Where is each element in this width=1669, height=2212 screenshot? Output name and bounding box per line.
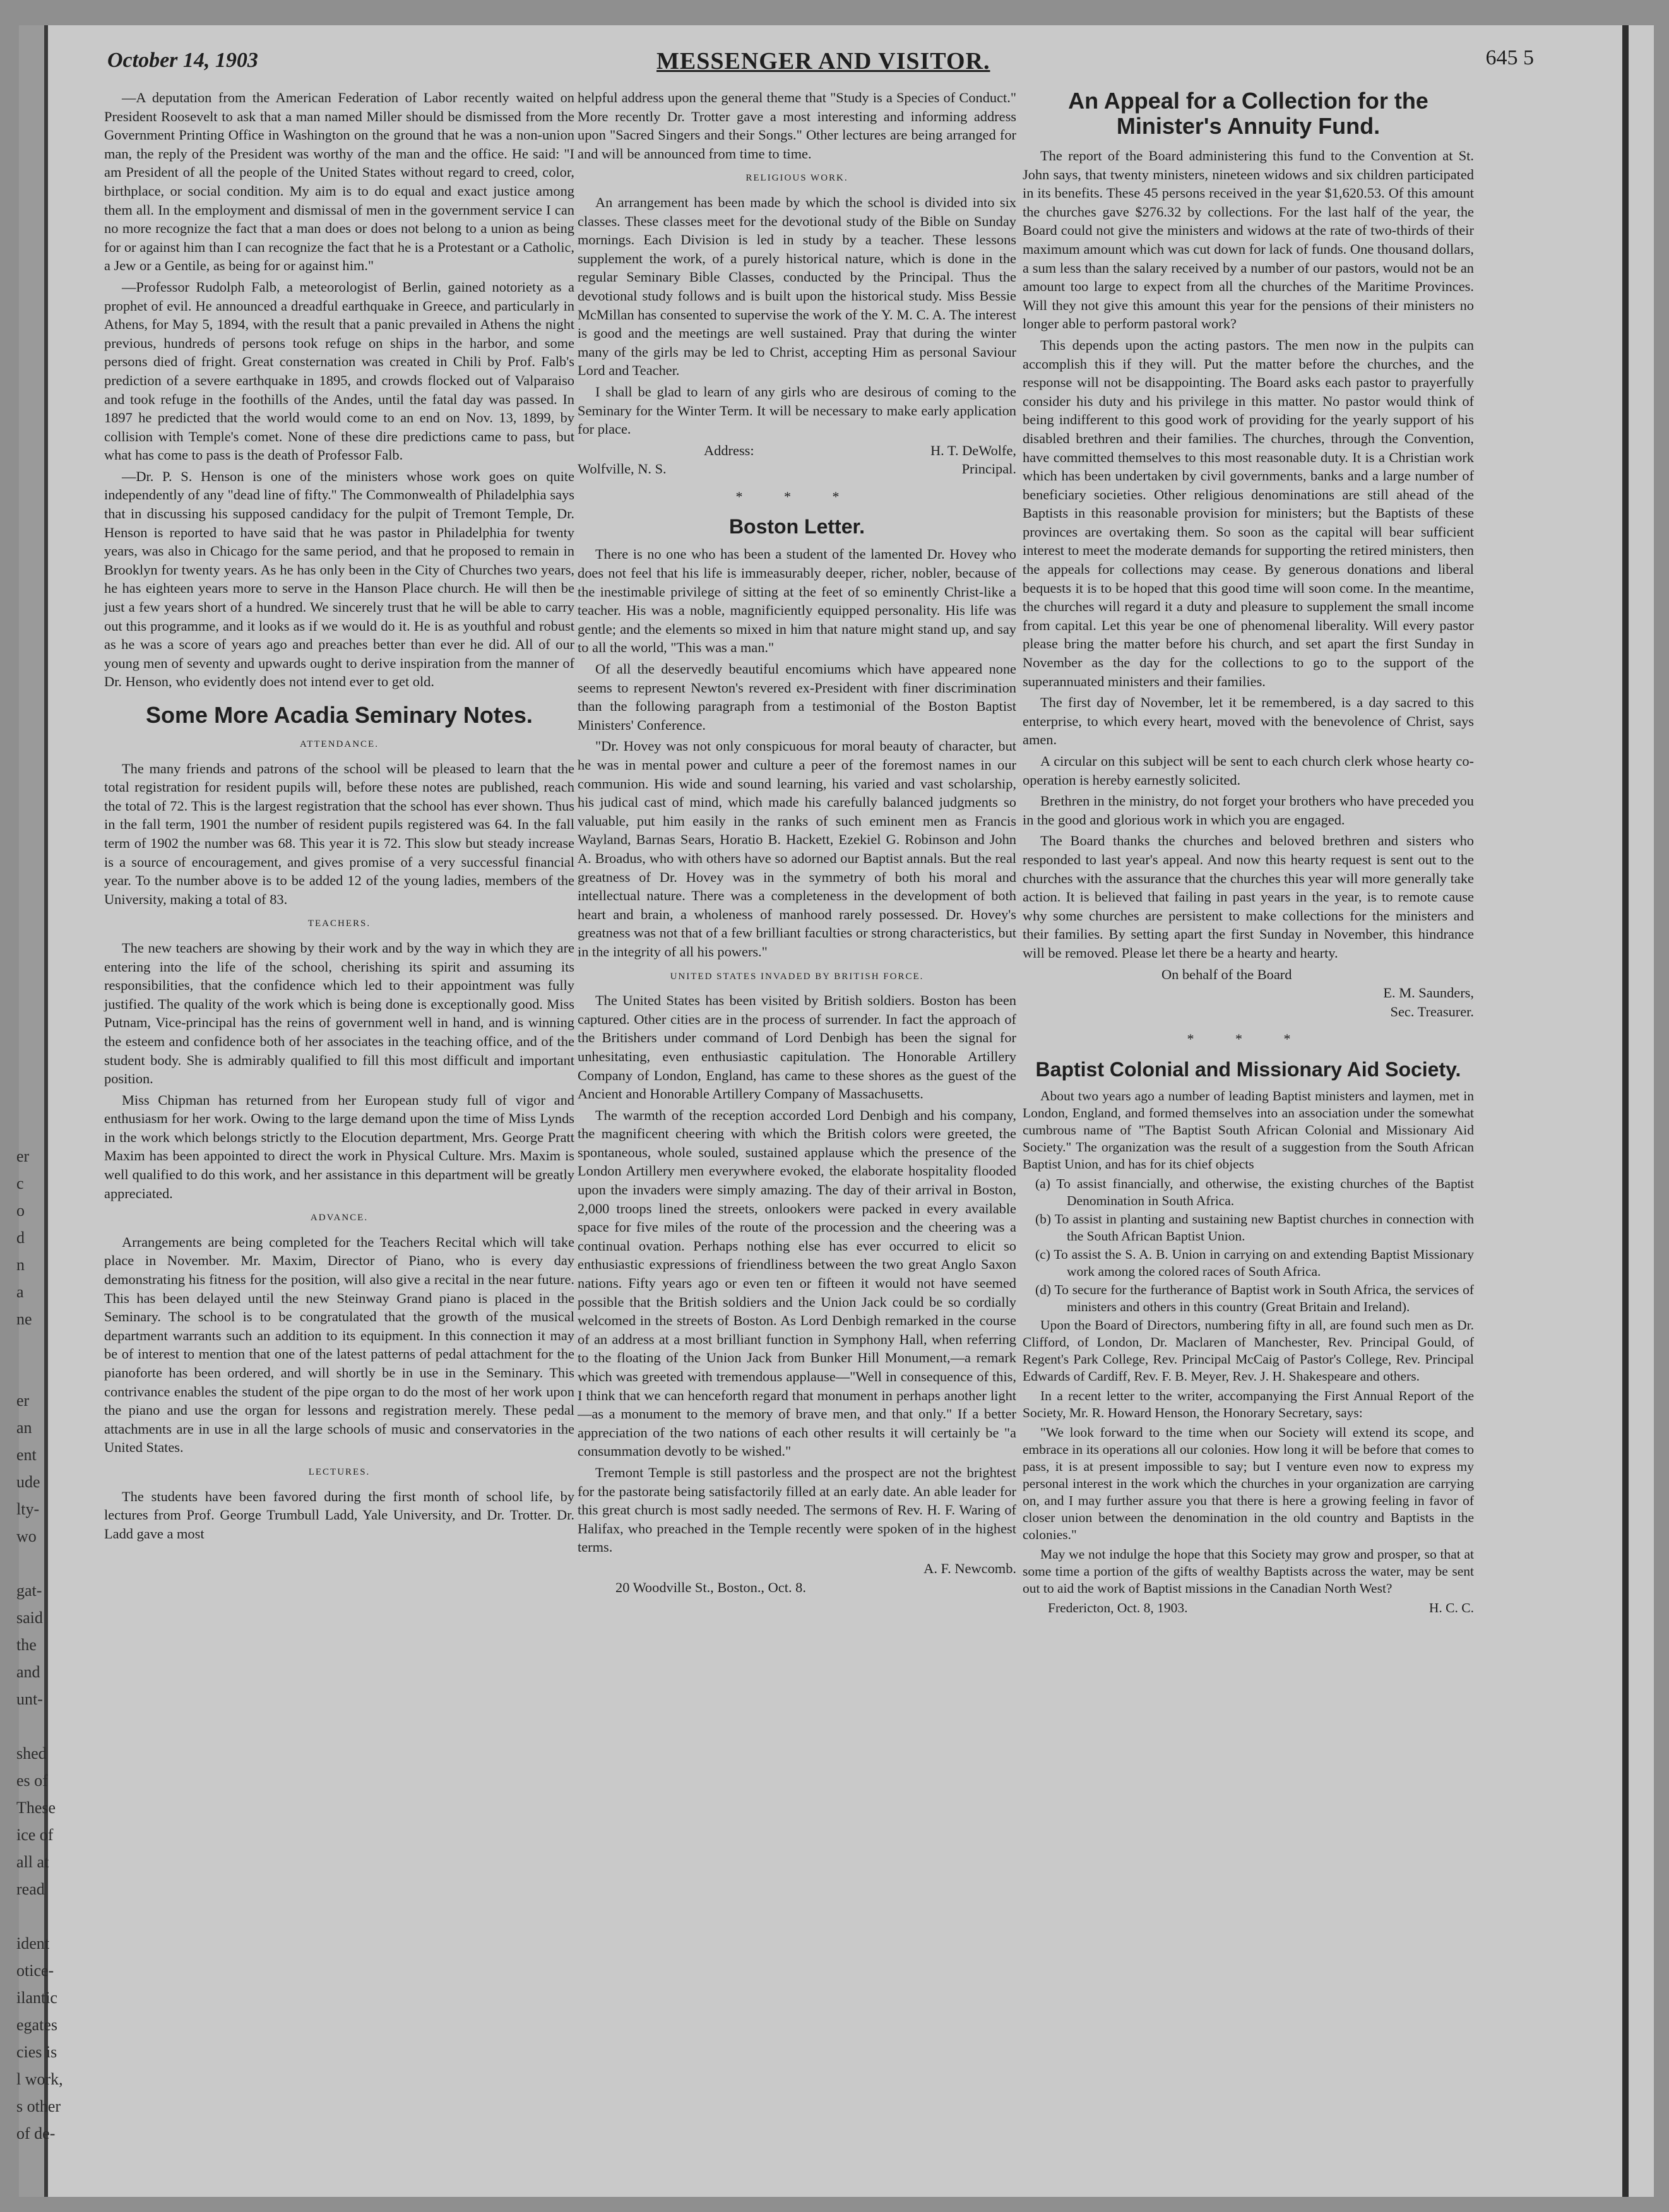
edge-fragment: es of [16, 1771, 48, 1790]
article-heading: An Appeal for a Collection for the Minister's Annuity Fund. [1068, 88, 1428, 139]
signature-line [578, 1559, 1016, 1578]
issue-date: October 14, 1903 [107, 49, 258, 72]
signature-initials: H. C. C. [1428, 1600, 1474, 1615]
signature-place: 20 Woodville St., Boston., Oct. 8. [615, 1579, 806, 1595]
edge-fragment [16, 1903, 61, 1930]
quoted-paragraph: "Dr. Hovey was not only conspicuous for moral beauty of character, but he was in mental power and culture a peer of the foremost names in our communion. His wide and sound learning, his varied and vast scholarship, his judical cast of mind, which made his carefully balanced judgments so valuable, put him easily in the ranks of such eminent men as Francis Wayland, Barnas Sears, Horatio B. Hackett, Ezekiel G. Robinson and John A. Broadus, who with others have so adorned our Baptist annals. But the real greatness of Dr. Hovey was in the symmetry of both his moral and intellectual nature. There was a completeness in the development of both heart and brain, a wholeness of manhood rarely possessed. Dr. Hovey's greatness was not that of a few brilliant faculties or strong characteristics, but in the integrity of all his powers." [578, 738, 1016, 960]
section-divider: * * * [1187, 1031, 1310, 1047]
list-item: (b) To assist in planting and sustaining new Baptist churches in connection with the South African Baptist Union. [1035, 1211, 1474, 1244]
edge-fragment: unt- [16, 1690, 43, 1708]
edge-fragment: er [16, 1391, 30, 1410]
edge-fragment [16, 1333, 61, 1360]
edge-fragment: ent [16, 1446, 37, 1464]
edge-fragment [16, 1713, 61, 1740]
edge-fragment: read [16, 1880, 45, 1898]
article-paragraph: —Professor Rudolph Falb, a meteorologist of Berlin, gained notoriety as a prophet of evil. He announced a dreadful earthquake in Greece, and particularly in Athens, for May 5, 1894, with the result that a panic prevailed in Athens the night previous, hundreds of persons took refuge on ships in the harbor, and some persons died of fright. Great consternation was created in Chili by Prof. Falb's prediction of a severe earthquake in 1895, and crowds flocked out of Valparaiso and took refuge in the foothills of the Andes, until the fatal day was passed. In 1897 he predicted that the world would come to an end on Nov. 13, 1899, by collision with Temple's comet. None of these dire predictions came to pass, but what has come to pass is the death of Professor Falb. [104, 278, 574, 463]
edge-fragment: egates [16, 2016, 57, 2034]
edge-fragment: ude [16, 1473, 40, 1491]
article-paragraph: I shall be glad to learn of any girls who are desirous of coming to the Seminary for the Winter Term. It will be necessary to make early application for place. [578, 383, 1016, 437]
column-2 [578, 88, 1016, 1597]
article-paragraph: A circular on this subject will be sent to each church clerk whose hearty co-operation is hereby earnestly solicited. [1023, 753, 1474, 788]
article-paragraph: The United States has been visited by British soldiers. Boston has been captured. Other cities are in the process of surrender. In fact the approach of the Britishers under command of Lord Denbigh has been the signal for unhesitating, even enthusiastic capitulation. The Honorable Artillery Company of London, England, has came to these shores as the guest of the Ancient and Honorable Artillery Company of Massachusetts. [578, 992, 1016, 1102]
edge-fragment: These [16, 1799, 56, 1817]
article-paragraph: —A deputation from the American Federation of Labor recently waited on President Roosevelt to ask that a man named Miller should be dismissed from the Government Printing Office in Washington on the ground that he was a non-union man, the reply of the President was worthy of the man and the office. He said: "I am President of all the people of the United States without regard to creed, color, birthplace, or social condition. My aim is to do equal and exact justice among them all. In the employment and dismissal of men in the government service I can no more recognize the fact that a man does or does not belong to a union as being for or against him than I can recognize the fact that he is a Protestant or a Catholic, a Jew or a Gentile, as being for or against him." [104, 90, 574, 274]
article-paragraph: Brethren in the ministry, do not forget your brothers who have preceded you in the good and glorious work in which you are engaged. [1023, 793, 1474, 828]
signature-line [578, 1578, 1016, 1597]
article-paragraph: The report of the Board administering this fund to the Convention at St. John says, that twenty ministers, nineteen widows and six children participated in its benefits. These 45 persons received in the year $1,620.53. Of this amount the churches gave $276.32 by collections. For the last half of the year, the Board could not give the ministers and widows at the rate of two-thirds of their maximum amount which was cut down for lack of funds. One thousand dollars, a sum less than the salary received by a number of our pastors, would not be an amount too large to expect from all the churches of the Maritime Provinces. Will they not give this amount this year for the pensions of their ministers no longer able to perform pastoral work? [1023, 148, 1474, 332]
article-paragraph: Of all the deservedly beautiful encomiums which have appeared none seems to represent Newton's revered ex-President with finer discrimination than the following paragraph from a testimonial of the Boston Baptist Ministers' Conference. [578, 661, 1016, 733]
edge-fragment: and [16, 1663, 40, 1681]
edge-fragment: said [16, 1608, 43, 1627]
signature-place: Fredericton, Oct. 8, 1903. [1048, 1600, 1188, 1615]
edge-fragment: er [16, 1147, 30, 1165]
edge-fragment: l work, [16, 2070, 63, 2088]
section-subheading: RELIGIOUS WORK. [745, 173, 848, 184]
objects-list [1035, 1175, 1474, 1316]
section-subheading: ADVANCE. [310, 1213, 369, 1223]
list-item: (d) To secure for the furtherance of Baptist work in South Africa, the services of ministers and others in this country (Great Britain and Ireland). [1035, 1281, 1474, 1314]
article-paragraph: Miss Chipman has returned from her European study full of vigor and enthusiasm for her work. Owing to the large demand upon the time of Miss Lynds in the work which belongs strictly to the Elocution department, Mrs. George Pratt Maxim has been appointed to direct the work in Physical Culture. Mrs. Maxim is well qualified to do this work, and her assistance in this department will be greatly appreciated. [104, 1091, 574, 1201]
section-subheading: LECTURES. [308, 1466, 371, 1477]
article-paragraph: The warmth of the reception accorded Lord Denbigh and his company, the magnificent cheering with which the British colors were greeted, the spontaneous, whole souled, sustained applause which the presence of the London Artillery men everywhere evoked, the elaborate hospitality flooded upon the invaders were simply amazing. The day of their arrival in Boston, 2,000 troops lined the streets, onlookers were packed in every available space for five miles of the route of the procession and the cheering was a continual ovation. Perhaps nothing else has ever occurred to elicit so enthusiastic expressions of friendliness between the two great Anglo Saxon nations. Fifty years ago or even ten or fifteen it would not have seemed possible that the British soldiers and the Union Jack could be so cordially welcomed in the streets of Boston. As Lord Denbigh remarked in the course of an address at a most brilliant function in Symphony Hall, when referring to the floating of the Union Jack from Bunker Hill Monument,—a remark which was greeted with tremendous applause—"Well in consequence of this, I think that we can henceforth regard that monument in perhaps another light—as a monument to the memory of brave men, and that only." If a better appreciation of the two nations of each other results it will certainly be "a consummation devotly to be wished." [578, 1107, 1016, 1460]
article-paragraph: The Board thanks the churches and beloved brethren and sisters who responded to last year's appeal. And now this hearty request is sent out to the churches with the assurance that the churches this year will more generally take action. It is believed that failing in past years in the year, is to remote cause why some churches are persistent to make collections for the ministers and their families. By setting apart the first Sunday in November, this hindrance will be removed. Please let there be a hearty and hearty. [1023, 833, 1474, 961]
article-paragraph: An arrangement has been made by which the school is divided into six classes. These classes meet for the devotional study of the Bible on Sunday mornings. Each Division is led in study by a teacher. These lessons supplement the work, of a purely historical nature, which is done in the regular Seminary Bible Classes, conducted by the Principal. Thus the devotional study follows and is built upon the historical study. Miss Bessie McMillan has consented to supervise the work of the Y. M. C. A. The interest is good and the meetings are well sustained. Pray that during the winter many of the girls may be led to Christ, accepting Him as personal Saviour Lord and Teacher. [578, 194, 1016, 379]
signature-name: A. F. Newcomb. [924, 1560, 1016, 1576]
column-3 [1023, 88, 1474, 1617]
column-1 [104, 88, 574, 1545]
edge-fragment: d [16, 1228, 25, 1247]
signature-line [578, 441, 1016, 460]
edge-fragment: the [16, 1636, 37, 1654]
article-paragraph: The many friends and patrons of the school will be pleased to learn that the total registration for resident pupils will, before these notes are published, reach the total of 72. This is the largest registration that the school has ever shown. Thus in the fall term, 1901 the number of resident pupils registered was 64. In the fall term of 1902 the number was 68. This year it is 72. This slow but steady increase is a source of encouragement, and gives promise of a very successful financial year. To the number above is to be added 12 of the young ladies, members of the University, making a total of 83. [104, 760, 574, 907]
article-paragraph: This depends upon the acting pastors. The men now in the pulpits can accomplish this if they will. Put the matter before the churches, and the response will not be disappointing. The Board asks each pastor to prayerfully consider his duty and his privilege in this matter. No pastor would think of being indifferent to this good work of providing for the yearly support of his disabled brethren and their families. The churches, through the Convention, have committed themselves to this most reasonable duty. It is a Christian work which has been undertaken by civil governments, banks and a large number of beneficiary societies. Other religious denominations are still ahead of the Baptists in this reasonable provision for ministers; but the Baptists of these provinces are overtaking them. So soon as the capital will bear sufficient interest to meet the moderate demands for supporting the retired ministers, then the appeals for collections may cease. By generous donations and liberal bequests it is to be hoped that this good time will soon come. In the meantime, the churches will regard it a duty and pleasure to supplement the small income from capital. Let this year be one of phenomenal liberality. Will every pastor please bring the matter before his church, and set apart the first Sunday in November as the day for the collections to go to the support of the superannuated ministers and their families. [1023, 336, 1474, 689]
signature-title: Sec. Treasurer. [1390, 1003, 1474, 1020]
quoted-paragraph: "We look forward to the time when our Society will extend its scope, and embrace in its operations all our colonies. How long it will be before that comes to pass, it is at present impossible to say; but I venture even now to express my personal interest in the work which the churches in your organization are carrying on, and I may further assure you that there is here a growing feeling in favor of closer union between the denomination in the old country and Baptists in the colonies." [1023, 1424, 1474, 1542]
signature-line [578, 460, 1016, 479]
list-item: (a) To assist financially, and otherwise, the existing churches of the Baptist Denomination in South Africa. [1035, 1175, 1474, 1208]
edge-fragment: all at [16, 1853, 49, 1871]
edge-fragment: s other [16, 2097, 61, 2115]
section-subheading: ATTENDANCE. [300, 739, 379, 749]
signature-title: Principal. [961, 461, 1016, 477]
page-edge-shadow [1622, 25, 1629, 2197]
edge-fragment: ice of [16, 1826, 54, 1844]
article-paragraph: Tremont Temple is still pastorless and the prospect are not the brightest for the pastorate being satisfactorily filled at an early date. An able leader for this great church is most sadly needed. The sermons of Rev. H. F. Waring of Halifax, who preached in the Temple recently were spoken of in the highest terms. [578, 1464, 1016, 1555]
article-paragraph: Upon the Board of Directors, numbering fifty in all, are found such men as Dr. Clifford, of London, Dr. Maclaren of Manchester, Rev. Principal Gould, of Regent's Park College, Rev. Principal McCaig of Pastor's College, Rev. Principal Edwards of Cardiff, Rev. F. B. Meyer, Rev. J. H. Shakespeare and others. [1023, 1317, 1474, 1384]
adjacent-page-strip [16, 25, 63, 2197]
edge-fragment: lty- [16, 1500, 40, 1518]
section-subheading: UNITED STATES INVADED BY BRITISH FORCE. [670, 971, 924, 982]
edge-fragment [16, 1550, 61, 1577]
article-paragraph: The first day of November, let it be remembered, is a day sacred to this enterprise, to which every heart, moved with the benevolence of Christ, says amen. [1023, 694, 1474, 748]
article-heading: Baptist Colonial and Missionary Aid Society. [1035, 1057, 1461, 1081]
edge-fragment: n [16, 1256, 25, 1274]
edge-fragment: shed [16, 1744, 47, 1763]
article-paragraph: May we not indulge the hope that this Society may grow and prosper, so that at some time a portion of the gifts of wealthy Baptists across the water, may be sent out to aid the work of Baptist missions in the Canadian North West? [1023, 1546, 1474, 1596]
article-paragraph: The students have been favored during the first month of school life, by lectures from Prof. George Trumbull Ladd, Yale University, and Dr. Trotter. Dr. Ladd gave a most [104, 1488, 574, 1542]
edge-fragment: otice- [16, 1961, 54, 1980]
signature-line [1023, 1600, 1474, 1617]
page-number: 645 5 [1485, 46, 1534, 69]
signature-name: H. T. DeWolfe, [930, 442, 1016, 458]
signature-place: Wolfville, N. S. [578, 461, 667, 477]
article-heading: Some More Acadia Seminary Notes. [146, 702, 533, 728]
section-divider: * * * [735, 488, 858, 504]
article-paragraph: —Dr. P. S. Henson is one of the ministers whose work goes on quite independently of any "dead line of fifty." The Commonwealth of Philadelphia says that in discussing his supposed candidacy for the pulpit of Tremont Temple, Dr. Henson is reported to have said that he was pastor in Philadelphia for twenty years, was also in Chicago for the same period, and that he proposed to remain in Brooklyn for twenty years. As he has only been in the City of Churches two years, he has eighteen years more to serve in the Hanson Place church. He will then be just a few years short of a hundred. We sincerely trust that he will be able to carry out this programme, and it looks as if we would do it. He is as youthful and robust as he was a score of years ago and preaches better than ever he did. All of our young men of seventy and upwards ought to derive inspiration from the manner of Dr. Henson, who evidently does not intend ever to get old. [104, 468, 574, 690]
edge-fragment: ilantic [16, 1989, 57, 2007]
edge-fragment: gat- [16, 1581, 42, 1600]
signature-behalf: On behalf of the Board [1161, 966, 1292, 982]
edge-fragment: an [16, 1418, 32, 1437]
edge-fragment [16, 1360, 61, 1387]
edge-fragment: wo [16, 1527, 37, 1545]
article-paragraph: helpful address upon the general theme that "Study is a Species of Conduct." More recently Dr. Trotter gave a most interesting and informing address upon "Sacred Singers and their Songs." Other lectures are being arranged for and will be announced from time to time. [578, 90, 1016, 162]
edge-fragment: ident [16, 1934, 49, 1953]
edge-fragment: of de- [16, 2124, 56, 2143]
masthead [107, 35, 1534, 73]
article-paragraph: There is no one who has been a student of the lamented Dr. Hovey who does not feel that his life is immeasurably deeper, richer, nobler, because of the inestimable privilege of sitting at the feet of so eminently Christ-like a teacher. His was a noble, magnificiently equipped personality. His life was gentle; and the elements so mixed in him that nature might stand up, and say to all the world, "This was a man." [578, 546, 1016, 656]
article-paragraph: About two years ago a number of leading Baptist ministers and laymen, met in London, England, and formed themselves into an association under the somewhat cumbrous name of "The Baptist South African Colonial and Missionary Aid Society." The organization was the result of a suggestion from the South African Baptist Union, and has for its chief objects [1023, 1088, 1474, 1172]
article-paragraph: The new teachers are showing by their work and by the way in which they are entering into the life of the school, cherishing its spirit and assuming its responsibilities, that the confidence which led to their appointment was fully justified. The quality of the work which is being done is exceptionally good. Miss Putnam, Vice-principal has the reins of government well in hand, and is winning the esteem and confidence both of her associates in the teaching office, and of the student body. She is admirably qualified to fill this most difficult and important position. [104, 939, 574, 1087]
edge-fragment: ne [16, 1310, 32, 1328]
edge-fragment: c [16, 1174, 24, 1192]
signature-address-label: Address: [704, 442, 754, 458]
edge-fragment: o [16, 1201, 25, 1220]
list-item: (c) To assist the S. A. B. Union in carrying on and extending Baptist Missionary work among the colored races of South Africa. [1035, 1246, 1474, 1279]
article-paragraph: In a recent letter to the writer, accompanying the First Annual Report of the Society, Mr. R. Howard Henson, the Honorary Secretary, says: [1023, 1388, 1474, 1420]
signature-name: E. M. Saunders, [1383, 985, 1474, 1001]
article-heading: Boston Letter. [728, 515, 865, 538]
newspaper-title: MESSENGER AND VISITOR. [656, 48, 990, 74]
adjacent-page-fragments [16, 1143, 61, 2147]
article-paragraph: Arrangements are being completed for the Teachers Recital which will take place in November. Mr. Maxim, Director of Piano, who is every day demonstrating his fitness for the position, will also give a recital in the near future. This has been delayed until the new Steinway Grand piano is placed in the Seminary. The school is to be congratulated that the growth of the musical department warrants such an addition to its equipment. In this connection it may be of interest to mention that one of the latest patterns of pedal attachment for the pianoforte has been ordered, and will shortly be in use in the Seminary. This contrivance enables the student of the pipe organ to do the most of her work upon the piano and use the organ for lessons and registration merely. These pedal attachments are in use in all the large schools of music and conservatories in the United States. [104, 1234, 574, 1456]
edge-fragment: cies is [16, 2043, 57, 2061]
section-subheading: TEACHERS. [307, 919, 371, 929]
edge-fragment: a [16, 1283, 24, 1301]
